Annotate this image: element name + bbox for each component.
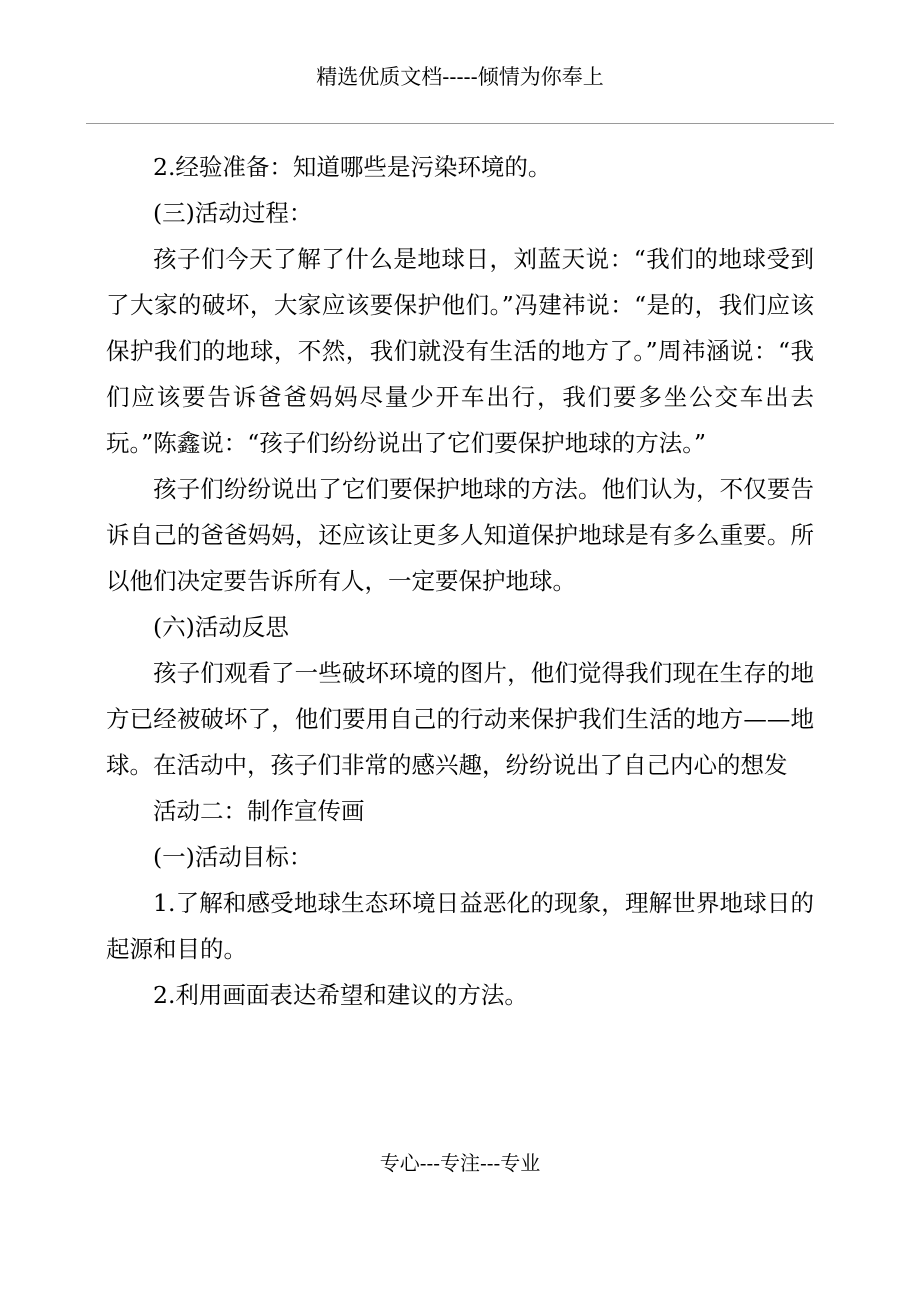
- section-heading-activity-two: 活动二：制作宣传画: [153, 797, 365, 825]
- section-heading-activity-goals: (一)活动目标：: [153, 843, 313, 871]
- page-footer: 专心---专注---专业: [379, 1151, 541, 1175]
- paragraph-experience-prep: 2.经验准备：知道哪些是污染环境的。: [153, 153, 552, 181]
- header-divider: [86, 123, 834, 124]
- section-heading-activity-process: (三)活动过程：: [153, 199, 313, 227]
- section-heading-reflection: (六)活动反思: [153, 613, 289, 641]
- paragraph-children-methods: 孩子们纷纷说出了它们要保护地球的方法。他们认为，不仅要告诉自己的爸爸妈妈，还应该让更多人知道保护地球是有多么重要。所以他们决定要告诉所有人，一定要保护地球。: [106, 475, 814, 595]
- page-header: 精选优质文档-----倾情为你奉上: [316, 65, 604, 89]
- paragraph-children-quotes: 孩子们今天了解了什么是地球日，刘蓝天说：“我们的地球受到了大家的破坏，大家应该要保护他们。”冯建祎说：“是的，我们应该保护我们的地球，不然，我们就没有生活的地方了。”周祎涵说：“我们应该要告诉爸爸妈妈尽量少开车出行，我们要多坐公交车出去玩。”陈鑫说：“孩子们纷纷说出了它们要保护地球的方法。”: [106, 245, 814, 457]
- document-body: [106, 144, 814, 1018]
- paragraph-goal-two: 2.利用画面表达希望和建议的方法。: [153, 981, 528, 1009]
- paragraph-reflection: 孩子们观看了一些破坏环境的图片，他们觉得我们现在生存的地方已经被破坏了，他们要用自己的行动来保护我们生活的地方——地球。在活动中，孩子们非常的感兴趣，纷纷说出了自己内心的想发: [106, 659, 814, 779]
- paragraph-goal-one: 1.了解和感受地球生态环境日益恶化的现象，理解世界地球日的起源和目的。: [106, 889, 814, 963]
